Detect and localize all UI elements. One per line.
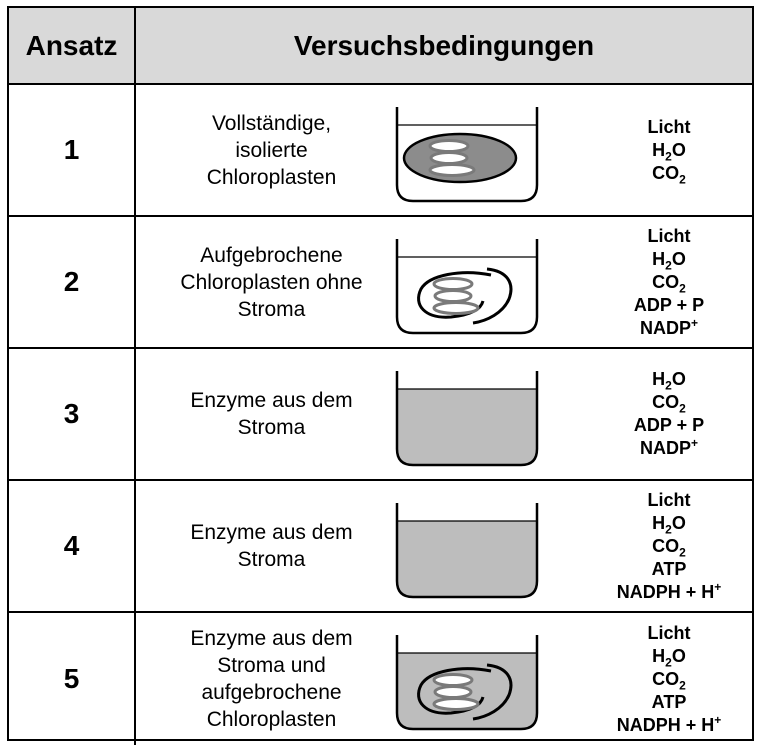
description-line: Aufgebrochene [200,243,343,267]
thylakoid-disc [434,303,478,314]
beaker-illustration [391,481,541,613]
substance-item: ATP [651,691,687,712]
substance-item: Licht [647,225,691,246]
thylakoid-disc [435,291,471,302]
table-header [9,8,752,85]
substance-item: NADP+ [639,436,699,458]
thylakoid-disc [435,687,471,698]
substance-item: $CO_2$ [652,535,686,560]
description-line: Enzyme aus dem [190,627,353,650]
substance-item: $CO_2$ [652,271,686,296]
description-line: Enzyme aus dem [190,389,353,412]
table-row [9,217,752,349]
table-row [9,349,752,481]
substance-item: NADPH + H+ [616,579,722,602]
beaker-illustration [391,613,541,745]
header-ansatz: Ansatz [9,8,136,83]
thylakoid-disc [434,699,478,710]
condition-description [144,85,399,215]
row-number: 2 [9,217,136,347]
beaker-illustration [391,85,541,217]
beaker-illustration [391,349,541,481]
substance-item: Licht [647,489,691,510]
stroma-liquid [397,521,537,597]
substance-list [589,217,749,347]
thylakoid-disc [430,165,474,176]
description-line: Chloroplasten [206,708,337,731]
substance-item: NADP+ [639,315,699,338]
substance-list [589,613,749,745]
table-row [9,613,752,745]
substance-item: $H_2O$ [652,248,686,273]
thylakoid-disc [434,675,472,686]
substance-item: ATP [651,558,687,579]
substance-list [589,85,749,215]
substance-list [589,481,749,611]
thylakoid-stack [430,141,474,176]
substance-item: $H_2O$ [652,512,686,537]
substance-item: ADP + P [633,415,705,435]
beaker-illustration [391,217,541,349]
description-line: Enzyme aus dem [190,521,353,544]
condition-description [144,217,399,347]
description-line: Stroma [237,297,306,321]
substance-list [589,349,749,479]
stroma-liquid [397,389,537,465]
description-line: Chloroplasten [206,165,337,189]
substance-item: NADPH + H+ [616,712,722,735]
substance-item: Licht [647,622,691,643]
substance-item: $H_2O$ [652,369,686,393]
condition-description [144,613,399,745]
table-row [9,85,752,217]
substance-item: $H_2O$ [652,139,686,164]
substance-item: ADP + P [633,294,705,315]
description-line: Stroma und [217,654,326,677]
thylakoid-stack [434,279,478,314]
thylakoid-disc [434,279,472,290]
thylakoid-disc [430,141,468,152]
header-conditions: Versuchsbedingungen [293,29,595,61]
description-line: Vollständige, [211,111,332,135]
thylakoid-stack [434,675,478,710]
row-number: 3 [9,349,136,479]
table-row [9,481,752,613]
substance-item: $CO_2$ [652,668,686,693]
description-line: Chloroplasten ohne [180,270,363,294]
description-line: Stroma [237,548,306,571]
condition-description [144,349,399,479]
row-number: 1 [9,85,136,215]
experiment-table [7,6,754,741]
description-line: isolierte [235,138,308,162]
thylakoid-disc [431,153,467,164]
substance-item: $H_2O$ [652,645,686,670]
broken-membrane-outer [473,269,511,323]
condition-description [144,481,399,611]
substance-item: $CO_2$ [652,392,686,416]
row-number: 5 [9,613,136,745]
description-line: Stroma [237,416,306,439]
substance-item: $CO_2$ [652,162,686,187]
row-number: 4 [9,481,136,611]
description-line: aufgebrochene [201,681,342,704]
substance-item: Licht [647,116,691,137]
